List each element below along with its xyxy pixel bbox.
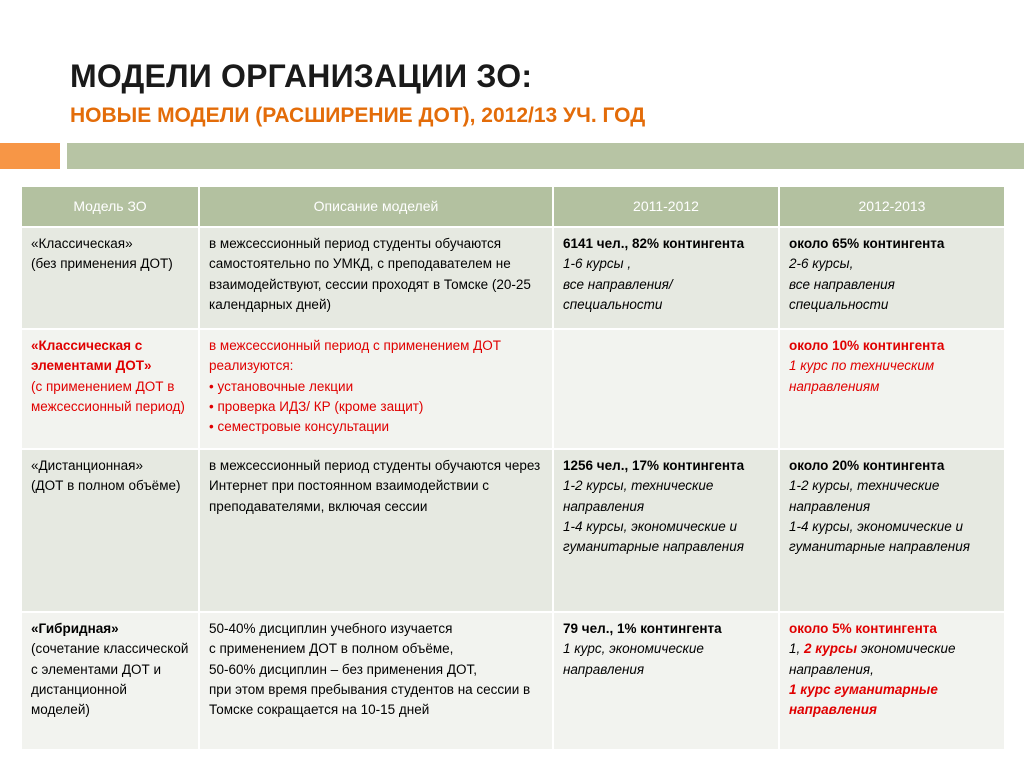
model-detail: (ДОТ в полном объёме) xyxy=(31,478,181,494)
y2011-line: все направления/ специальности xyxy=(563,276,673,312)
header-model: Модель ЗО xyxy=(21,186,199,227)
bullet-item: • семестровые консультации xyxy=(209,417,543,437)
header-2012-2013: 2012-2013 xyxy=(779,186,1005,227)
model-name: «Классическая с элементами ДОТ» xyxy=(31,338,152,374)
y2012-head: около 10% контингента xyxy=(789,338,945,353)
y2011-cell xyxy=(553,227,779,329)
header-description: Описание моделей xyxy=(199,186,553,227)
model-detail: (сочетание классической с элементами ДОТ и дистанционной моделей) xyxy=(31,641,189,718)
model-cell xyxy=(21,449,199,612)
description-text: в межсессионный период студенты обучаются через Интернет при постоянном взаимодействии с преподавателями, включая сессии xyxy=(209,458,541,514)
y2011-cell xyxy=(553,612,779,750)
y2012-cell xyxy=(779,612,1005,750)
y2012-cell xyxy=(779,227,1005,329)
description-cell xyxy=(199,227,553,329)
model-cell xyxy=(21,329,199,449)
y2012-head: около 65% контингента xyxy=(789,236,945,251)
table-row xyxy=(21,449,1005,612)
y2012-line-highlight: 2 курсы xyxy=(804,641,858,657)
model-detail: (без применения ДОТ) xyxy=(31,256,173,272)
model-cell xyxy=(21,227,199,329)
y2012-line: 1-2 курсы, технические направления xyxy=(789,478,940,514)
description-line: при этом время пребывания студентов на сессии в Томске сокращается на 10-15 дней xyxy=(209,681,531,718)
y2012-line-part: 1, xyxy=(789,641,805,657)
y2012-line: 1-4 курсы, экономические и гуманитарные направления xyxy=(789,518,970,555)
description-cell xyxy=(199,449,553,612)
model-name: «Гибридная» xyxy=(31,621,119,636)
description-cell xyxy=(199,612,553,750)
model-name: «Дистанционная» xyxy=(31,458,143,473)
description-bullets xyxy=(209,377,543,438)
y2012-line-highlight: 1 курс гуманитарные направления xyxy=(789,681,938,718)
table-row xyxy=(21,227,1005,329)
y2011-line: 1-4 курсы, экономические и гуманитарные направления xyxy=(563,518,744,555)
description-text: в межсессионный период студенты обучаются самостоятельно по УМКД, с преподавателем не взаимодействуют, сессии проходят в Томске (20-25 календарных дней) xyxy=(209,236,531,312)
y2012-line: 2-6 курсы, xyxy=(789,256,854,272)
y2012-cell xyxy=(779,449,1005,612)
y2012-cell xyxy=(779,329,1005,449)
y2011-cell xyxy=(553,449,779,612)
accent-bar-orange xyxy=(0,143,60,169)
table-row xyxy=(21,329,1005,449)
description-text: в межсессионный период с применением ДОТ реализуются: xyxy=(209,338,502,374)
model-name: «Классическая» xyxy=(31,236,133,251)
y2011-head: 6141 чел., 82% контингента xyxy=(563,236,745,251)
slide-subtitle: НОВЫЕ МОДЕЛИ (РАСШИРЕНИЕ ДОТ), 2012/13 УЧ. ГОД xyxy=(70,104,646,127)
model-cell xyxy=(21,612,199,750)
description-line: с применением ДОТ в полном объёме, xyxy=(209,641,454,657)
description-line: 50-40% дисциплин учебного изучается xyxy=(209,621,453,636)
description-line: 50-60% дисциплин – без применения ДОТ, xyxy=(209,661,477,677)
model-detail: (с применением ДОТ в межсессионный период) xyxy=(31,378,185,414)
y2012-line: все направления специальности xyxy=(789,276,895,312)
bullet-item: • проверка ИДЗ/ КР (кроме защит) xyxy=(209,397,543,417)
y2011-line: 1 курс, экономические направления xyxy=(563,641,704,677)
table-row xyxy=(21,612,1005,750)
y2012-line-part: экономические направления, xyxy=(789,641,956,677)
y2012-head: около 20% контингента xyxy=(789,458,945,473)
y2011-line: 1-2 курсы, технические направления xyxy=(563,478,714,514)
accent-bar-green xyxy=(67,143,1024,169)
y2012-line xyxy=(789,639,995,680)
bullet-item: • установочные лекции xyxy=(209,377,543,397)
table-header-row xyxy=(21,186,1005,227)
description-cell xyxy=(199,329,553,449)
y2011-line: 1-6 курсы , xyxy=(563,256,632,272)
models-table xyxy=(20,185,1006,751)
slide-title: МОДЕЛИ ОРГАНИЗАЦИИ ЗО: xyxy=(70,58,533,94)
y2012-line: 1 курс по техническим направлениям xyxy=(789,358,935,394)
y2012-head: около 5% контингента xyxy=(789,621,937,636)
y2011-head: 79 чел., 1% контингента xyxy=(563,621,722,636)
y2011-head: 1256 чел., 17% контингента xyxy=(563,458,745,473)
y2011-cell xyxy=(553,329,779,449)
header-2011-2012: 2011-2012 xyxy=(553,186,779,227)
